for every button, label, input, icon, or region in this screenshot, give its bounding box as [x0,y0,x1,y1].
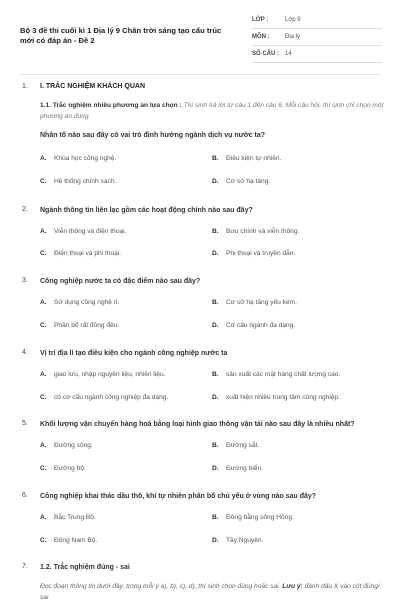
question-number: 7. [22,563,28,570]
option-text: giao lưu, nhập nguyên liệu, nhiên liệu. [54,371,166,378]
option-letter: A. [40,371,47,378]
option-text: Đường sắt. [226,442,260,449]
option-letter: B. [212,371,219,378]
option-text: Cơ sở hạ tầng yếu kém. [226,299,297,306]
sub-section-title: 1.2. Trắc nghiệm đúng - sai [40,564,130,571]
question-number: 5. [22,420,28,427]
option-text: có cơ cấu ngành công nghiệp đa dạng. [54,394,169,401]
option-letter: C. [40,465,47,472]
option-text: Đường sông. [54,442,93,449]
meta-row-subject [252,29,382,46]
document-title: Bộ 3 đề thi cuối kì 1 Địa lý 9 Chân trời sáng tạo cấu trúc mới có đáp án - Đề 2 [20,26,222,45]
option-text: Tây Nguyên. [226,537,264,544]
option-b[interactable] [212,514,294,521]
question-number: 6. [22,492,28,499]
option-text: Hệ thống chính sách. [54,178,117,185]
option-text: Khoa học công nghệ. [54,155,117,162]
question-text: Nhân tố nào sau đây có vai trò định hướng ngành dịch vụ nước ta? [40,132,266,139]
option-d[interactable] [212,178,270,185]
question-number: 3. [22,277,28,284]
sub-section-text: Thí sinh trả lời từ câu 1 đến câu 6. Mỗi câu hỏi, thí sinh chỉ chọn một phương án đúng. [40,102,384,120]
option-text: Cơ cấu ngành đa dạng. [226,322,296,329]
question-text: Vị trí địa lí tạo điều kiện cho ngành công nghiệp nước ta [40,350,228,357]
option-letter: C. [40,394,47,401]
option-letter: D. [212,537,219,544]
option-letter: B. [212,299,219,306]
option-c[interactable] [40,322,119,329]
note-text: đánh dấu X vào cột đúng/ sai [40,583,380,601]
option-c[interactable] [40,394,168,401]
section-title: I. TRẮC NGHIỆM KHÁCH QUAN [40,83,145,90]
option-a[interactable] [40,371,165,378]
meta-row-class [252,12,382,29]
option-text: Điều kiện tự nhiên. [226,155,282,162]
option-a[interactable] [40,228,126,235]
option-text: Đường biển. [226,465,263,472]
option-letter: D. [212,394,219,401]
option-letter: D. [212,178,219,185]
option-letter: A. [40,155,47,162]
option-text: Phi thoại và truyền dẫn. [226,250,296,257]
question-text: Công nghiệp khai thác dầu thô, khí tự nhiên phân bố chủ yếu ở vùng nào sau đây? [40,493,317,500]
option-letter: A. [40,442,47,449]
document-header [0,0,400,62]
meta-value: 14 [285,51,292,57]
note-label: Lưu ý: [282,583,303,590]
option-a[interactable] [40,442,93,449]
part2-text: Đọc đoạn thông tin dưới đây, trong mỗi ý a), b), c), d), thí sinh chọn đúng hoặc sai. [40,583,281,590]
option-c[interactable] [40,178,116,185]
option-text: Đông Nam Bộ. [54,537,98,544]
option-d[interactable] [212,394,340,401]
section-number: 1. [22,83,28,90]
meta-value: Lớp 9 [285,17,301,23]
option-letter: C. [40,178,47,185]
option-letter: A. [40,228,47,235]
question-number: 4. [22,349,28,356]
meta-label: LỚP : [252,17,269,23]
option-d[interactable] [212,250,295,257]
question-text: Công nghiệp nước ta có đặc điểm nào sau đây? [40,278,201,285]
header-divider [20,74,380,75]
option-c[interactable] [40,465,86,472]
option-letter: B. [212,228,219,235]
option-a[interactable] [40,155,116,162]
option-letter: A. [40,514,47,521]
option-c[interactable] [40,250,121,257]
option-d[interactable] [212,537,263,544]
option-letter: D. [212,322,219,329]
option-text: Viễn thông và điện thoại. [54,228,127,235]
option-text: xuất hiện nhiều trung tâm công nghiệp. [226,394,341,401]
option-d[interactable] [212,465,263,472]
option-letter: B. [212,155,219,162]
option-b[interactable] [212,442,259,449]
option-letter: D. [212,465,219,472]
question-text: Khối lượng vận chuyển hàng hoá bằng loại hình giao thông vận tải nào sau đây là nhiều nhất? [40,421,355,428]
option-letter: C. [40,322,47,329]
option-text: Bắc Trung Bộ. [54,514,96,521]
option-b[interactable] [212,371,340,378]
question-number: 2. [22,206,28,213]
option-letter: A. [40,299,47,306]
option-letter: C. [40,250,47,257]
option-text: Cơ sở hạ tầng. [226,178,271,185]
option-text: Đường bộ. [54,465,86,472]
option-text: sản xuất các mặt hàng chất lượng cao. [226,371,341,378]
option-a[interactable] [40,299,119,306]
meta-table [252,12,382,63]
option-letter: B. [212,442,219,449]
option-letter: C. [40,537,47,544]
option-letter: D. [212,250,219,257]
option-d[interactable] [212,322,295,329]
meta-label: SỐ CÂU : [252,51,279,57]
option-text: Phân bố rất đồng đều. [54,322,120,329]
meta-label: MÔN : [252,34,270,40]
meta-row-count [252,46,382,63]
option-text: Đồng bằng sông Hồng. [226,514,294,521]
option-c[interactable] [40,537,97,544]
option-a[interactable] [40,514,96,521]
option-b[interactable] [212,228,299,235]
option-letter: B. [212,514,219,521]
option-text: Điện thoại và phi thoại. [54,250,122,257]
sub-section-label: 1.1. Trắc nghiệm nhiều phương án lựa chọn : [40,102,182,109]
option-text: Sử dụng công nghệ ít. [54,299,120,306]
meta-value: Địa lý [285,34,301,40]
section-instructions [40,101,385,122]
option-b[interactable] [212,155,281,162]
option-b[interactable] [212,299,297,306]
option-text: Bưu chính và viễn thông. [226,228,300,235]
question-text: Ngành thông tin liên lạc gồm các hoạt động chính nào sau đây? [40,207,253,214]
